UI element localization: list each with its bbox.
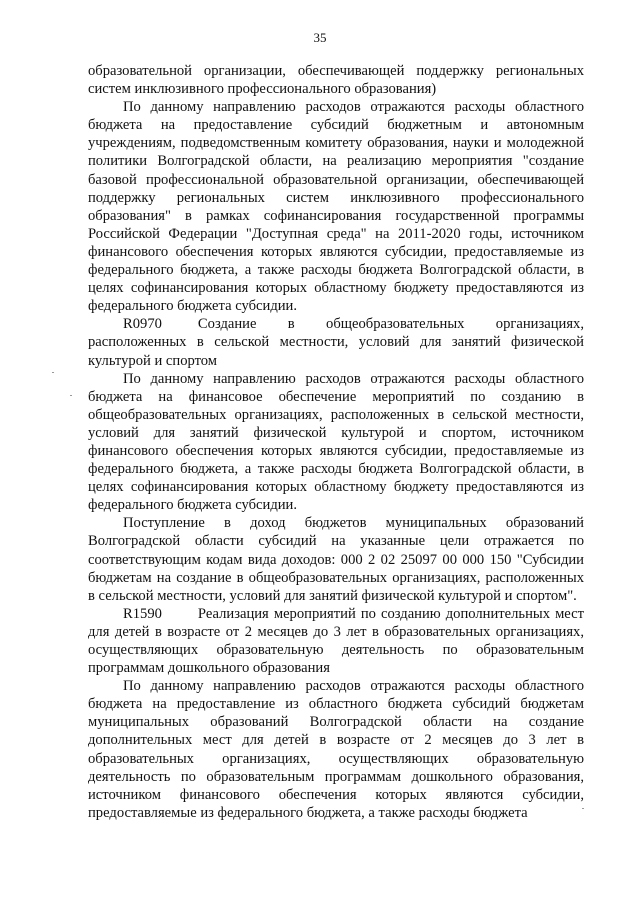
paragraph-r0970-description: По данному направлению расходов отражаются расходы областного бюджета на финансовое обеспечение мероприятий по созданию в общеобразовательных организациях, расположенных в сельской местности, условий для занятий физической культурой и спортом, источником финансового обеспечения которых являются субсидии, предоставляемые из федерального бюджета, а также расходы бюджета Волгоградской области, в целях софинансирования которых областному бюджету предоставляются из федерального бюджета субсидии. [88, 370, 584, 514]
scan-speck [52, 372, 54, 373]
scan-speck [70, 395, 72, 396]
code-heading-r0970 [88, 315, 584, 369]
expense-title: Реализация мероприятий по созданию дополнительных мест для детей в возрасте от 2 месяцев до 3 лет в образовательных организациях, осуществляющих образовательную деятельность по образовательным программам дошкольного образования [88, 605, 584, 677]
expense-code: R0970 [123, 316, 162, 333]
code-heading-r1590 [88, 605, 584, 677]
page-number: 35 [313, 30, 327, 45]
document-body [88, 62, 584, 822]
paragraph-r0970-revenue: Поступление в доход бюджетов муниципальных образований Волгоградской области субсидий на указанные цели отражается по соответствующим кодам вида доходов: 000 2 02 25097 00 000 150 "Субсидии бюджетам на создание в общеобразовательных организациях, расположенных в сельской местности, условий для занятий физической культурой и спортом". [88, 515, 584, 604]
expense-title: Создание в общеобразовательных организациях, расположенных в сельской местности, условий для занятий физической культурой и спортом [88, 316, 584, 369]
paragraph-r1590-description: По данному направлению расходов отражаются расходы областного бюджета на предоставление из областного бюджета субсидий бюджетам муниципальных образований Волгоградской области на создание дополнительных мест для детей в возрасте от 2 месяцев до 3 лет в образовательных организациях, осуществляющих образовательную деятельность по образовательным программам дошкольного образования, источником финансового обеспечения которых являются субсидии, предоставляемые из федерального бюджета, а также расходы бюджета [88, 678, 584, 821]
expense-code: R1590 [123, 605, 162, 622]
paragraph-continuation: образовательной организации, обеспечивающей поддержку региональных систем инклюзивного профессионального образования) [88, 63, 584, 98]
paragraph-r-description: По данному направлению расходов отражаются расходы областного бюджета на предоставление субсидий бюджетным и автономным учреждениям, подведомственным комитету образования, науки и молодежной политики Волгоградской области, на реализацию мероприятия "создание базовой профессиональной образовательной организации, обеспечивающей поддержку региональных систем инклюзивного профессионального образования" в рамках софинансирования государственной программы Российской Федерации "Доступная среда" на 2011-2020 годы, источником финансового обеспечения которых являются субсидии, предоставляемые из федерального бюджета, а также расходы бюджета Волгоградской области, в целях софинансирования которых областному бюджету предоставляются из федерального бюджета субсидии. [88, 99, 584, 315]
scan-speck [582, 808, 584, 809]
